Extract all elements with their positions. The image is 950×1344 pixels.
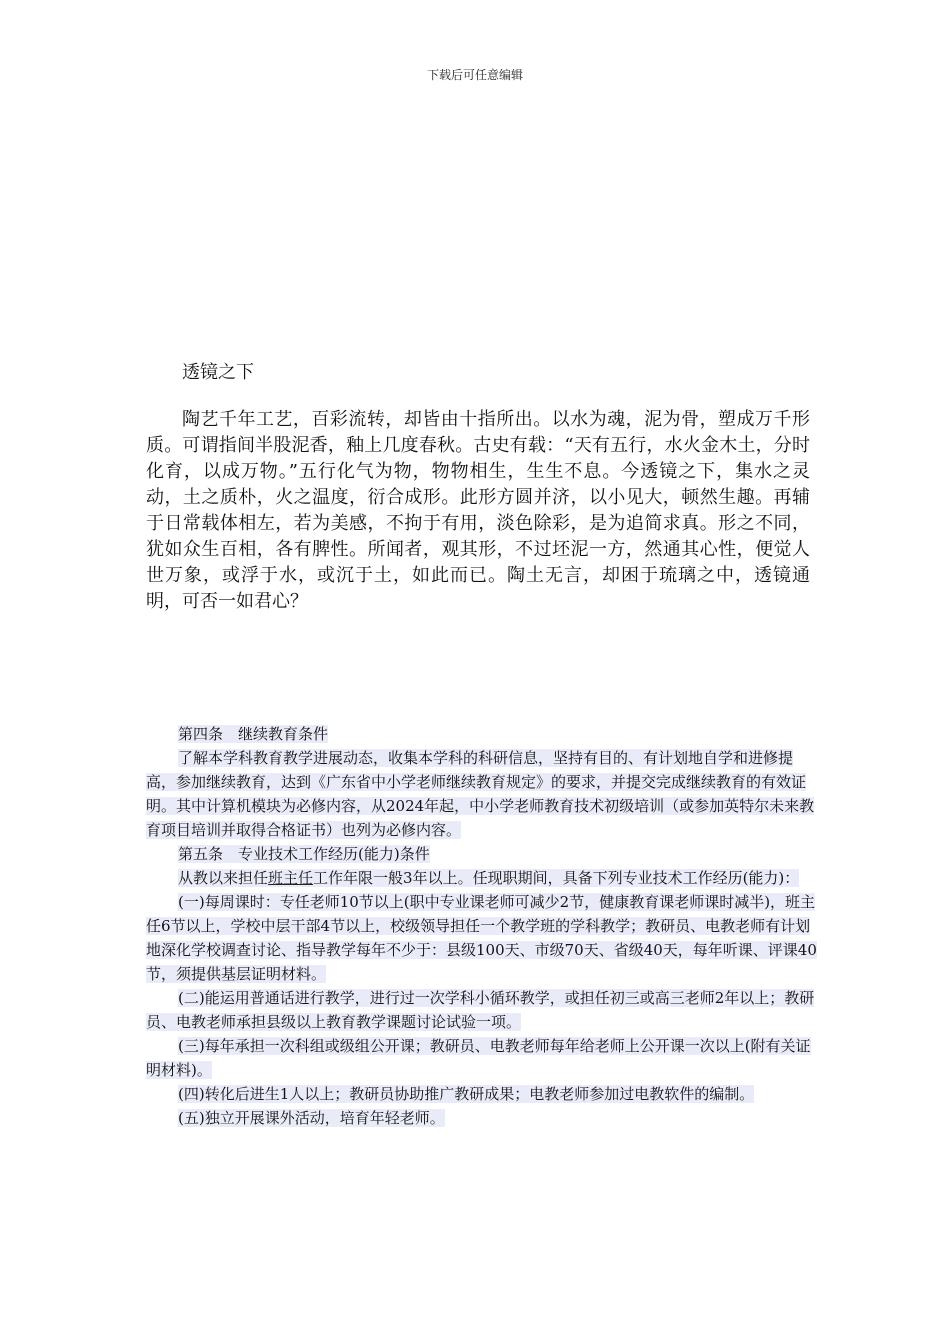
list-item [146,1034,822,1082]
essay-title: 透镜之下 [182,362,254,383]
item-2-text: (二)能运用普通话进行教学，进行过一次学科小循环教学，或担任初三或高三老师2年以上；教研员、电教老师承担县级以上教育教学课题讨论试验一项。 [146,989,815,1031]
head-teacher-link[interactable]: 班主任 [268,869,314,887]
item-5-text: (五)独立开展课外活动，培育年轻老师。 [178,1109,445,1127]
regulations-section [146,722,822,1130]
article-5-intro [146,866,822,890]
essay-body: 陶艺千年工艺，百彩流转，却皆由十指所出。以水为魂，泥为骨，塑成万千形质。可谓指间半股泥香，釉上几度春秋。古史有载：“天有五行，水火金木土，分时化育，以成万物。”五行化气为物，物物相生，生生不息。今透镜之下，集水之灵动，土之质朴，火之温度，衍合成形。此形方圆并济，以小见大，顿然生趣。再辅于日常载体相左，若为美感，不拘于有用，淡色除彩，是为追简求真。形之不同，犹如众生百相，各有脾性。所闻者，观其形，不过坯泥一方，然通其心性，便觉人世万象，或浮于水，或沉于土，如此而已。陶土无言，却困于琉璃之中，透镜通明，可否一如君心？ [146,409,810,612]
item-4-text: (四)转化后进生1人以上；教研员协助推广教研成果；电教老师参加过电教软件的编制。 [178,1085,755,1103]
list-item [146,986,822,1034]
list-item [146,1082,822,1106]
item-3-text: (三)每年承担一次科组或级组公开课；教研员、电教老师每年给老师上公开课一次以上(附有关证明材料)。 [146,1037,811,1079]
article-4-title [146,722,822,746]
list-item [146,890,822,986]
article-5-intro-prefix: 从教以来担任 [178,869,269,887]
article-5-title [146,842,822,866]
article-4-body [146,746,822,842]
article-4-body-text: 了解本学科教育教学进展动态，收集本学科的科研信息，坚持有目的、有计划地自学和进修提高，参加继续教育，达到《广东省中小学老师继续教育规定》的要求，并提交完成继续教育的有效证明。其中计算机模块为必修内容，从2024年起，中小学老师教育技术初级培训（或参加英特尔未来教育项目培训并取得合格证书）也列为必修内容。 [146,749,815,839]
list-item [146,1106,822,1130]
item-1-text: (一)每周课时：专任老师10节以上(职中专业课老师可减少2节，健康教育课老师课时减半)，班主任6节以上，学校中层干部4节以上，校级领导担任一个教学班的学科教学；教研员、电教老师有计划地深化学校调查讨论、指导教学每年不少于：县级100天、市级70天、省级40天，每年听课、评课40节，须提供基层证明材料。 [146,893,817,983]
article-4-title-text: 第四条 继续教育条件 [178,725,329,743]
page-header: 下载后可任意编辑 [426,68,523,82]
article-5-title-text: 第五条 专业技术工作经历(能力)条件 [178,845,430,863]
article-5-intro-suffix: 工作年限一般3年以上。任现职期间，具备下列专业技术工作经历(能力)： [313,869,800,887]
